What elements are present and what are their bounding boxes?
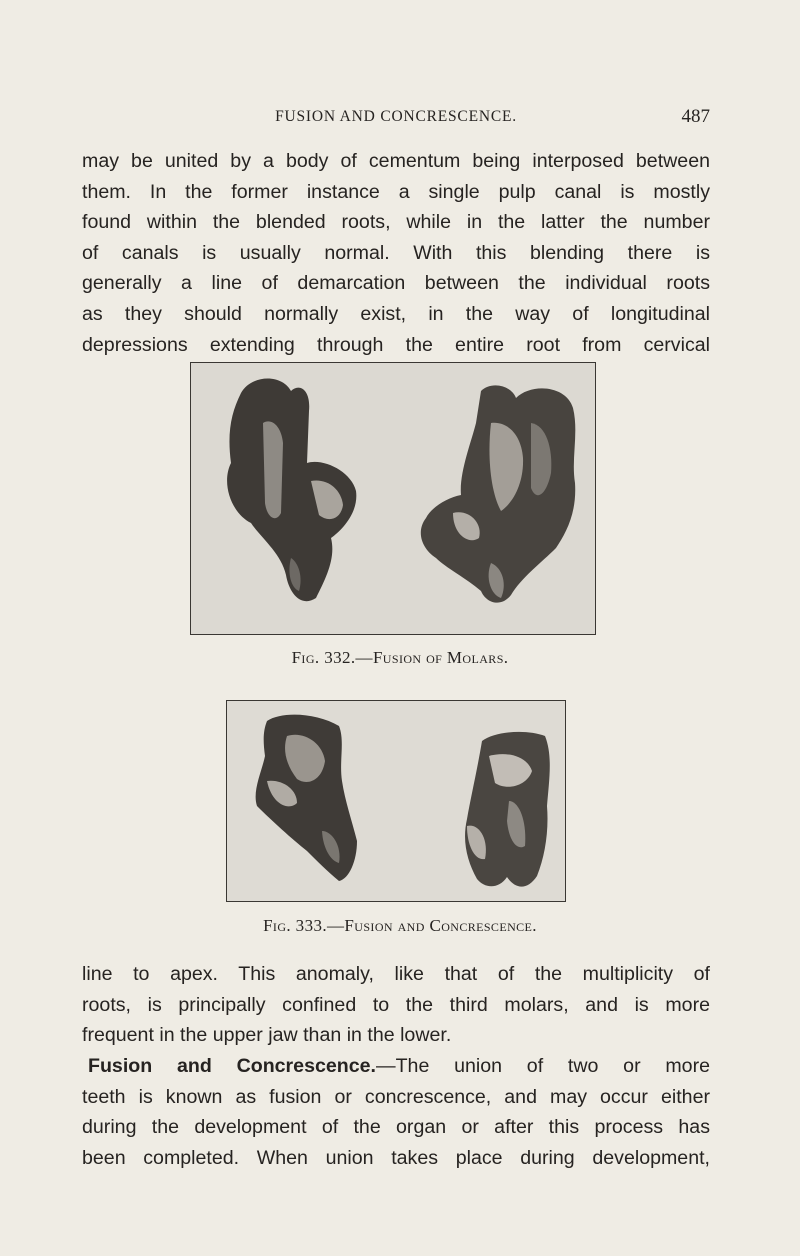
text-line: line to apex. This anomaly, like that of the multiplicity of xyxy=(82,963,710,985)
text-run: —The union of two or more xyxy=(375,1055,710,1077)
figure-332-image xyxy=(190,362,596,635)
page-number: 487 xyxy=(681,106,710,127)
fused-molars-illustration xyxy=(191,363,595,634)
text-line xyxy=(82,1051,710,1082)
text-line: may be united by a body of cementum being interposed between xyxy=(82,150,710,172)
text-line: teeth is known as fusion or concrescence, and may occur either xyxy=(82,1085,710,1108)
caption-label: Fig. 332. xyxy=(291,648,356,667)
caption-text: —Fusion of Molars. xyxy=(355,648,509,667)
text-line: generally a line of demarcation between the individual roots xyxy=(82,272,710,295)
text-line: them. In the former instance a single pulp canal is mostly xyxy=(82,180,710,203)
text-line: of canals is usually normal. With this blending there is xyxy=(82,241,710,264)
paragraph-2 xyxy=(82,959,710,1051)
caption-label: Fig. 333. xyxy=(263,916,328,935)
text-line: depressions extending through the entire root from cervical xyxy=(82,333,710,356)
text-line: been completed. When union takes place during development, xyxy=(82,1146,710,1169)
text-line: as they should normally exist, in the way of longitudinal xyxy=(82,302,710,325)
paragraph-1 xyxy=(82,146,710,360)
figure-333-image xyxy=(226,700,566,902)
text-line: frequent in the upper jaw than in the lower. xyxy=(82,1024,452,1047)
caption-text: —Fusion and Concrescence. xyxy=(327,916,537,935)
text-line: during the development of the organ or after this process has xyxy=(82,1116,710,1139)
text-line: roots, is principally confined to the third molars, and is more xyxy=(82,993,710,1016)
paragraph-3 xyxy=(82,1051,710,1173)
section-heading: Fusion and Concrescence. xyxy=(88,1055,376,1077)
text-line: found within the blended roots, while in the latter the number xyxy=(82,211,710,234)
fused-teeth-illustration xyxy=(227,701,565,901)
figure-333-caption xyxy=(0,916,800,936)
running-header xyxy=(82,104,710,134)
figure-332-caption xyxy=(0,648,800,668)
running-title: FUSION AND CONCRESCENCE. xyxy=(275,108,517,125)
